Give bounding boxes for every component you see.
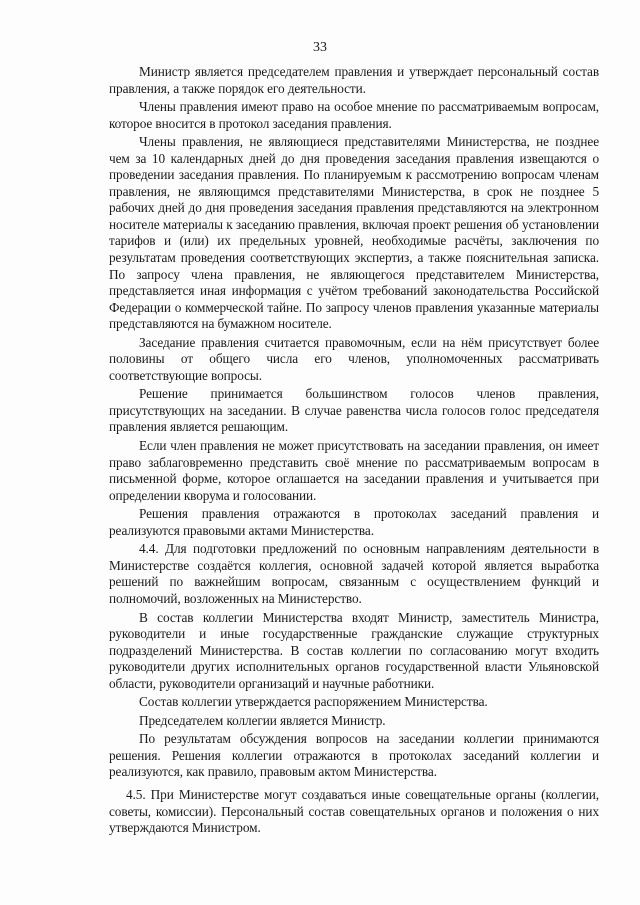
paragraph-collegium-decisions: По результатам обсуждения вопросов на заседании коллегии принимаются решения. Решения коллегии отражаются в протоколах заседаний коллегии и реализуются, как правило, правовым актом Министерства. (109, 731, 599, 780)
paragraph-4-4-collegium: 4.4. Для подготовки предложений по основным направлениям деятельности в Министерстве создаётся коллегия, основной задачей которой является выработка решений по важнейшим вопросам, связанным с осуществлением функций и полномочий, возложенных на Министерство. (109, 541, 599, 606)
paragraph-collegium-chairman: Председателем коллегии является Министр. (139, 712, 386, 728)
paragraph-quorum: Заседание правления считается правомочным, если на нём присутствует более половины от общего числа его членов, уполномоченных рассматривать соответствующие вопросы. (109, 334, 599, 383)
paragraph-written-opinion: Если член правления не может присутствовать на заседании правления, он имеет право заблаговременно представить своё мнение по рассматриваемым вопросам в письменной форме, которое оглашается на заседании правления и учитывается при определении кворума и голосовании. (109, 438, 599, 503)
paragraph-materials: Члены правления, не являющиеся представителями Министерства, не позднее чем за 10 календарных дней до дня проведения заседания правления извещаются о проведении заседания правления. По планируемым к рассмотрению вопросам членам правления, не являющимся представителями Министерства, в срок не позднее 5 рабочих дней до дня проведения заседания правления представляются на электронном носителе материалы к заседанию правления, включая проект решения об установлении тарифов и (или) их предельных уровней, необходимые расчёты, заключения по результатам проведения соответствующих экспертиз, а также пояснительная записка. По запросу члена правления, не являющегося представителем Министерства, представляется иная информация с учётом требований законодательства Российской Федерации о коммерческой тайне. По запросу членов правления указанные материалы представляются на бумажном носителе. (109, 134, 599, 332)
paragraph-collegium-approval: Состав коллегии утверждается распоряжением Министерства. (139, 694, 488, 710)
paragraph-collegium-composition: В состав коллегии Министерства входят Министр, заместитель Министра, руководители и иные государственные гражданские служащие структурных подразделений Министерства. В состав коллегии по согласованию могут входить руководители других исполнительных органов государственной власти Ульяновской области, руководители организаций и научные работники. (109, 609, 599, 691)
paragraph-chairman: Министр является председателем правления и утверждает персональный состав правления, а также порядок его деятельности. (109, 64, 599, 96)
paragraph-voting: Решение принимается большинством голосов членов правления, присутствующих на заседании. В случае равенства числа голосов голос председателя правления является решающим. (109, 386, 599, 435)
paragraph-special-opinion: Члены правления имеют право на особое мнение по рассматриваемым вопросам, которое вносится в протокол заседания правления. (109, 99, 599, 131)
paragraph-4-5-advisory-bodies: 4.5. При Министерстве могут создаваться иные совещательные органы (коллегии, советы, комиссии). Персональный состав совещательных органов и положения о них утверждаются Министром. (109, 786, 599, 836)
paragraph-decisions: Решения правления отражаются в протоколах заседаний правления и реализуются правовыми актами Министерства. (109, 506, 599, 538)
document-body (109, 64, 599, 839)
page-number: 33 (313, 40, 327, 55)
